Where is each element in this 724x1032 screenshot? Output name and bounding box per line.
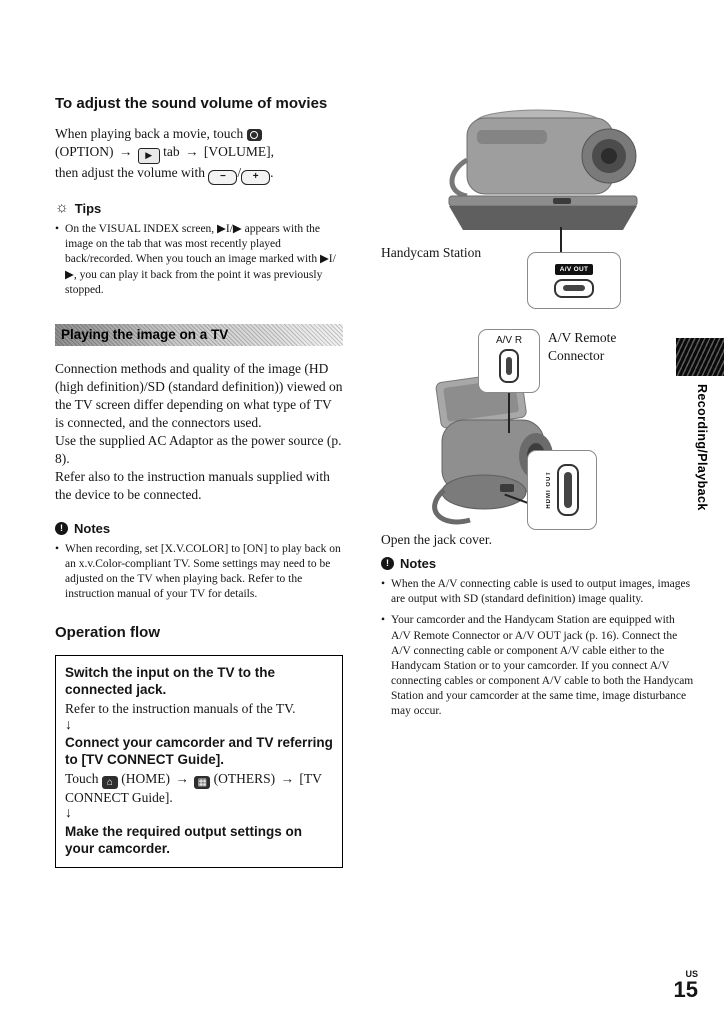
- handycam-station-label: Handycam Station: [381, 245, 482, 260]
- tv-paragraph: Refer also to the instruction manuals supplied with the device to be connected.: [55, 469, 330, 503]
- jack-cover-caption: Open the jack cover.: [381, 532, 492, 547]
- minus-button-icon: −: [208, 170, 237, 185]
- chapter-tab-label: Recording/Playback: [695, 384, 709, 511]
- notes-item: [381, 613, 695, 719]
- arrow-glyph: →: [280, 770, 295, 786]
- flow-step-2-tail: [TV CONNECT Guide].: [65, 770, 322, 805]
- volume-label: [VOLUME],: [203, 144, 274, 160]
- av-out-connector-icon: [554, 279, 594, 298]
- period: .: [270, 165, 274, 181]
- arrow-glyph: →: [175, 770, 189, 786]
- tips-item: [55, 222, 343, 298]
- section-banner-playing-on-tv: [55, 324, 343, 346]
- tv-paragraphs: [55, 360, 343, 505]
- volume-text-3: then adjust the volume with: [55, 165, 205, 181]
- flow-step-2-pre: Touch: [65, 770, 99, 786]
- others-label: (OTHERS): [213, 770, 276, 786]
- notes-item: [55, 542, 343, 603]
- others-icon: ▦: [194, 776, 210, 789]
- section-banner-label: Playing the image on a TV: [61, 327, 229, 343]
- flow-step-1-body: Refer to the instruction manuals of the TV.: [65, 701, 296, 717]
- home-label: (HOME): [121, 770, 171, 786]
- heading-sound-volume: To adjust the sound volume of movies: [55, 95, 328, 112]
- volume-paragraph: [55, 125, 343, 185]
- left-column: [55, 95, 343, 868]
- av-out-jack-label: A/V OUT: [555, 264, 593, 275]
- tv-paragraph: Use the supplied AC Adaptor as the power source (p. 8).: [55, 433, 342, 467]
- leader-line-avr: [508, 393, 510, 433]
- footer-region-label: US: [685, 969, 698, 979]
- hdmi-jack-callout: [527, 450, 597, 530]
- av-remote-jack-label: A/V R: [495, 335, 523, 346]
- av-remote-caption: [548, 329, 616, 364]
- operation-flow-box: [55, 655, 343, 867]
- notes-heading: Notes: [400, 556, 437, 571]
- notes-icon: !: [55, 522, 68, 535]
- notes-item-text: When the A/V connecting cable is used to output images, images are output with SD (standard definition) image quality.: [391, 578, 691, 606]
- tab-word: tab: [163, 144, 180, 160]
- tips-item-text: On the VISUAL INDEX screen, ▶I/▶ appears with the image on the tab that was most recently played back/recorded. When you touch an image marked with ▶I/▶, you can play it back from the point it was previously stopped.: [65, 223, 336, 296]
- tips-header: [55, 201, 343, 216]
- tv-paragraph: Connection methods and quality of the image (HD (high definition)/SD (standard definition)) viewed on the TV screen differ depending on what type of TV is connected, and the connectors used.: [55, 360, 343, 431]
- leader-line-avout: [560, 227, 562, 253]
- arrow-glyph: →: [185, 144, 199, 160]
- notes-icon: !: [381, 557, 394, 570]
- flow-step-2-body: [65, 770, 333, 807]
- hdmi-connector-icon: [557, 464, 579, 516]
- notes-item-text: Your camcorder and the Handycam Station are equipped with A/V Remote Connector or A/V OUT jack (p. 16). Connect the A/V connecting cable or component A/V cable either to the Handycam Station or to your camcorder. If you connect A/V connecting cables or component A/V cable to both the Handycam Station and your camcorder at the same time, image disturbance may occur.: [391, 614, 694, 718]
- av-remote-connector-icon: [499, 349, 519, 383]
- av-remote-caption-line1: A/V Remote: [548, 330, 617, 345]
- page-number: 15: [673, 977, 698, 1002]
- notes-header-right: [381, 556, 695, 571]
- bullet-marker: •: [55, 223, 60, 236]
- tips-heading: Tips: [74, 201, 102, 217]
- down-arrow-icon: ↓: [65, 806, 72, 822]
- av-out-jack-callout: [527, 252, 621, 309]
- bullet-marker: •: [55, 542, 60, 555]
- down-arrow-icon: ↓: [65, 717, 72, 733]
- slash: /: [237, 165, 242, 181]
- handycam-station-illustration: [433, 100, 648, 235]
- hdmi-jack-label: HDMI OUT: [545, 471, 552, 509]
- bullet-marker: •: [381, 578, 386, 590]
- heading-operation-flow: Operation flow: [55, 624, 160, 642]
- flow-step-2-title: Connect your camcorder and TV referring to [TV CONNECT Guide].: [65, 734, 333, 767]
- plus-button-icon: +: [241, 170, 270, 185]
- notes-header-left: [55, 521, 343, 536]
- bullet-marker: •: [381, 614, 386, 627]
- av-remote-jack-callout: [478, 329, 540, 393]
- arrow-glyph: →: [118, 144, 133, 160]
- chapter-tab-marker: [676, 338, 724, 376]
- av-remote-caption-line2: Connector: [548, 347, 605, 363]
- volume-text-1: When playing back a movie, touch: [55, 126, 244, 141]
- option-icon: [247, 129, 262, 141]
- page-footer: [674, 969, 698, 1001]
- flow-step-1-title: Switch the input on the TV to the connected jack.: [65, 665, 275, 698]
- tips-icon: ☼: [55, 200, 69, 217]
- notes-right-block: [381, 556, 695, 726]
- notes-item-text: When recording, set [X.V.COLOR] to [ON] to play back on an x.v.Color-compliant TV. Some settings may need to be adjusted on the TV when playing back. Refer to the instruction manual of your TV for details.: [65, 542, 341, 601]
- notes-item: [381, 577, 695, 607]
- flow-step-3-title: Make the required output settings on your camcorder.: [65, 823, 303, 856]
- notes-heading: Notes: [74, 520, 111, 536]
- playback-tab-icon: ▶: [138, 148, 160, 164]
- option-label: (OPTION): [55, 144, 114, 160]
- home-icon: ⌂: [102, 776, 118, 789]
